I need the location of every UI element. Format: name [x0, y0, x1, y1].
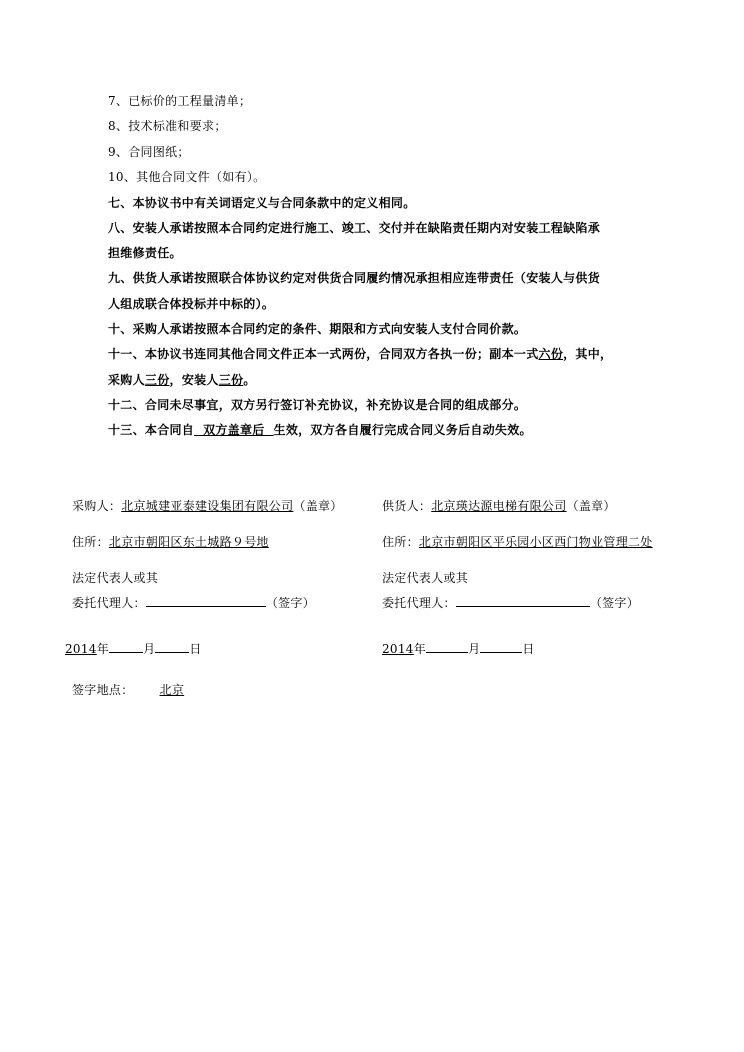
clause-11-text: ，安装人 — [169, 373, 219, 387]
supplier-month-blank[interactable] — [426, 640, 468, 653]
supplier-year: 2014 — [382, 642, 414, 656]
list-item: 10、其他合同文件（如有）。 — [108, 170, 266, 184]
purchaser-day-blank[interactable] — [155, 640, 189, 653]
day-unit: 日 — [522, 642, 535, 656]
purchaser-rep-line1: 法定代表人或其 — [72, 571, 159, 585]
supplier-name: 北京瑛达源电梯有限公司 — [431, 499, 567, 513]
supplier-signature-line[interactable] — [456, 594, 590, 607]
purchaser-copies: 三份 — [144, 373, 170, 387]
purchaser-label: 采购人： — [72, 499, 122, 513]
clause-8-line2: 担维修责任。 — [108, 246, 182, 260]
purchaser-month-blank[interactable] — [109, 640, 143, 653]
clause-7: 七、本协议书中有关词语定义与合同条款中的定义相同。 — [108, 196, 416, 210]
clause-13 — [108, 422, 532, 438]
purchaser-sign-note: （签字） — [265, 596, 316, 610]
purchaser-name: 北京城建亚泰建设集团有限公司 — [121, 499, 294, 513]
list-item: 7、已标价的工程量清单； — [108, 94, 252, 108]
clause-11-text: ，其中， — [563, 347, 613, 361]
supplier-agent-label: 委托代理人： — [382, 596, 456, 610]
clause-11-line1 — [108, 346, 612, 362]
year-unit: 年 — [96, 642, 110, 656]
signing-place-value: 北京 — [159, 683, 185, 697]
supplier-day-blank[interactable] — [480, 640, 522, 653]
signing-place-label: 签字地点： — [72, 683, 134, 697]
effective-condition: 双方盖章后 — [194, 423, 274, 437]
purchaser-address — [72, 534, 269, 550]
clause-8-line1: 八、安装人承诺按照本合同约定进行施工、竣工、交付并在缺陷责任期内对安装工程缺陷承 — [108, 221, 601, 235]
month-unit: 月 — [468, 642, 481, 656]
supplier-rep-line2 — [382, 594, 639, 611]
purchaser-rep-line2 — [72, 594, 315, 611]
purchaser-signature-line[interactable] — [146, 594, 266, 607]
clause-9-line1: 九、供货人承诺按照联合体协议约定对供货合同履约情况承担相应连带责任（安装人与供货 — [108, 271, 601, 285]
purchaser-party — [72, 498, 343, 514]
purchaser-agent-label: 委托代理人： — [72, 596, 146, 610]
year-unit: 年 — [413, 642, 427, 656]
purchaser-date — [65, 640, 202, 657]
clause-13-text: 生效，双方各自履行完成合同义务后自动失效。 — [273, 423, 532, 437]
supplier-label: 供货人： — [382, 499, 432, 513]
installer-copies: 三份 — [218, 373, 244, 387]
list-item: 9、合同图纸； — [108, 145, 190, 159]
supplier-address-value: 北京市朝阳区平乐园小区西门物业管理二处 — [418, 535, 653, 549]
clause-11-line2 — [108, 372, 256, 388]
clause-11-text: 十一、本协议书连同其他合同文件正本一式两份，合同双方各执一份；副本一式 — [108, 347, 539, 361]
clause-11-text: 采购人 — [108, 373, 145, 387]
clause-10: 十、采购人承诺按照本合同约定的条件、期限和方式向安装人支付合同价款。 — [108, 322, 527, 336]
supplier-seal: （盖章） — [566, 499, 616, 513]
purchaser-year: 2014 — [65, 642, 97, 656]
list-item: 8、技术标准和要求； — [108, 119, 227, 133]
clause-12: 十二、合同未尽事宜，双方另行签订补充协议，补充协议是合同的组成部分。 — [108, 398, 527, 412]
purchaser-seal: （盖章） — [293, 499, 343, 513]
purchaser-address-value: 北京市朝阳区东土城路９号地 — [108, 535, 269, 549]
clause-13-text: 十三、本合同自 — [108, 423, 195, 437]
supplier-address-label: 住所： — [382, 535, 419, 549]
clause-11-text: 。 — [243, 373, 256, 387]
month-unit: 月 — [143, 642, 156, 656]
clause-9-line2: 人组成联合体投标并中标的）。 — [108, 297, 275, 311]
supplier-rep-line1: 法定代表人或其 — [382, 571, 469, 585]
day-unit: 日 — [189, 642, 202, 656]
supplier-sign-note: （签字） — [589, 596, 640, 610]
supplier-party — [382, 498, 616, 514]
supplier-date — [382, 640, 535, 657]
supplier-address — [382, 534, 653, 550]
copies-count: 六份 — [538, 347, 564, 361]
purchaser-address-label: 住所： — [72, 535, 109, 549]
signing-place — [72, 682, 204, 698]
